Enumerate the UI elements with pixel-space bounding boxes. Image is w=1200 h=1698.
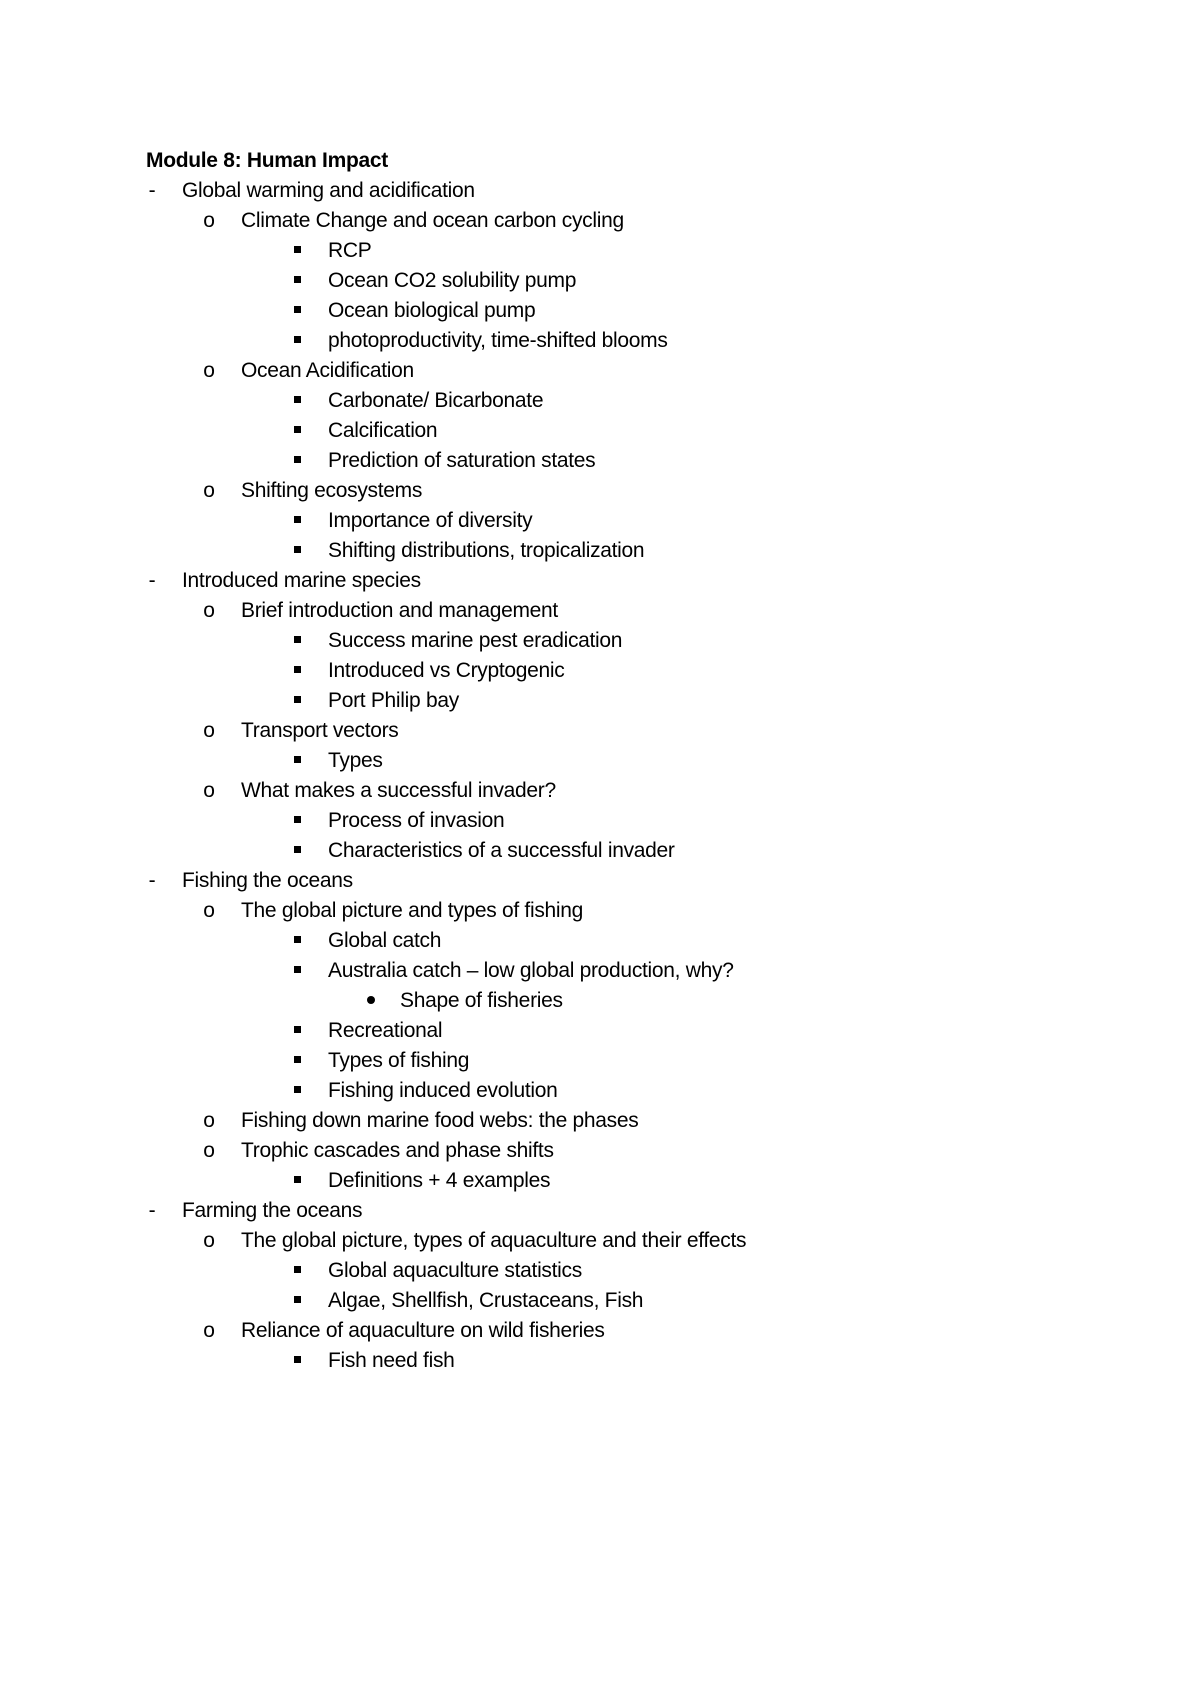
subtopic-item [0, 746, 1200, 776]
outline-item-label: Ocean CO2 solubility pump [328, 269, 577, 292]
circle-bullet-icon: o [203, 1109, 215, 1132]
subtopic-item [0, 386, 1200, 416]
square-bullet-icon [290, 296, 304, 326]
subtopic-item [0, 266, 1200, 296]
topic-item [0, 896, 1200, 926]
page-title: Module 8: Human Impact [146, 149, 388, 172]
square-bullet-icon [290, 746, 304, 776]
section-heading [0, 176, 1200, 206]
outline-item-label: Types of fishing [328, 1049, 470, 1072]
outline-item-label: Process of invasion [328, 809, 505, 832]
outline-item-label: RCP [328, 239, 372, 262]
outline-item-label: Definitions + 4 examples [328, 1169, 551, 1192]
outline-item-label: Carbonate/ Bicarbonate [328, 389, 544, 412]
subtopic-item [0, 326, 1200, 356]
subtopic-item [0, 416, 1200, 446]
subtopic-item [0, 1256, 1200, 1286]
circle-bullet-icon: o [203, 1139, 215, 1162]
square-bullet-icon [290, 1046, 304, 1076]
circle-bullet-icon: o [203, 479, 215, 502]
subtopic-item [0, 686, 1200, 716]
outline-item-label: Prediction of saturation states [328, 449, 596, 472]
outline-item-label: Shifting ecosystems [241, 479, 423, 502]
outline-item-label: Global warming and acidification [182, 179, 475, 202]
topic-item [0, 596, 1200, 626]
outline-item-label: Shape of fisheries [400, 989, 563, 1012]
topic-item [0, 776, 1200, 806]
dash-bullet-icon: - [148, 1199, 156, 1222]
outline-item-label: photoproductivity, time-shifted blooms [328, 329, 668, 352]
subtopic-item [0, 296, 1200, 326]
square-bullet-icon [290, 266, 304, 296]
outline-item-label: Transport vectors [241, 719, 399, 742]
subtopic-item [0, 806, 1200, 836]
outline-item-label: Importance of diversity [328, 509, 533, 532]
square-bullet-icon [290, 806, 304, 836]
outline-item-label: Characteristics of a successful invader [328, 839, 675, 862]
circle-bullet-icon: o [203, 599, 215, 622]
circle-bullet-icon: o [203, 779, 215, 802]
square-bullet-icon [290, 236, 304, 266]
outline-item-label: Fishing down marine food webs: the phases [241, 1109, 639, 1132]
dash-bullet-icon: - [148, 179, 156, 202]
dash-bullet-icon: - [148, 569, 156, 592]
square-bullet-icon [290, 1286, 304, 1316]
circle-bullet-icon: o [203, 209, 215, 232]
section-heading [0, 566, 1200, 596]
outline-item-label: Algae, Shellfish, Crustaceans, Fish [328, 1289, 644, 1312]
square-bullet-icon [290, 1016, 304, 1046]
subtopic-item [0, 956, 1200, 986]
subtopic-item [0, 536, 1200, 566]
circle-bullet-icon: o [203, 899, 215, 922]
square-bullet-icon [290, 326, 304, 356]
outline-item-label: Fishing induced evolution [328, 1079, 558, 1102]
circle-bullet-icon: o [203, 719, 215, 742]
square-bullet-icon [290, 836, 304, 866]
subtopic-item [0, 836, 1200, 866]
topic-item [0, 1316, 1200, 1346]
outline-item-label: Ocean biological pump [328, 299, 536, 322]
section-heading [0, 866, 1200, 896]
square-bullet-icon [290, 416, 304, 446]
outline-item-label: Farming the oceans [182, 1199, 363, 1222]
topic-item [0, 356, 1200, 386]
outline-item-label: Fish need fish [328, 1349, 455, 1372]
outline-item-label: Global catch [328, 929, 442, 952]
square-bullet-icon [290, 1256, 304, 1286]
outline-item-label: Introduced marine species [182, 569, 421, 592]
outline-item-label: Ocean Acidification [241, 359, 414, 382]
square-bullet-icon [290, 626, 304, 656]
outline-item-label: Introduced vs Cryptogenic [328, 659, 565, 682]
outline-item-label: Shifting distributions, tropicalization [328, 539, 645, 562]
square-bullet-icon [290, 656, 304, 686]
topic-item [0, 206, 1200, 236]
subtopic-item [0, 656, 1200, 686]
circle-bullet-icon: o [203, 1229, 215, 1252]
outline-item-label: Trophic cascades and phase shifts [241, 1139, 554, 1162]
outline-item-label: Climate Change and ocean carbon cycling [241, 209, 624, 232]
outline-item-label: The global picture, types of aquaculture and their effects [241, 1229, 747, 1252]
outline-item-label: The global picture and types of fishing [241, 899, 584, 922]
round-bullet-icon [364, 986, 378, 1016]
subtopic-item [0, 1016, 1200, 1046]
outline-item-label: Reliance of aquaculture on wild fisheries [241, 1319, 605, 1342]
circle-bullet-icon: o [203, 359, 215, 382]
circle-bullet-icon: o [203, 1319, 215, 1342]
outline-item-label: Fishing the oceans [182, 869, 353, 892]
outline-item-label: Global aquaculture statistics [328, 1259, 582, 1282]
outline-item-label: Brief introduction and management [241, 599, 558, 622]
outline-item-label: What makes a successful invader? [241, 779, 556, 802]
square-bullet-icon [290, 956, 304, 986]
subtopic-item [0, 446, 1200, 476]
square-bullet-icon [290, 1346, 304, 1376]
square-bullet-icon [290, 926, 304, 956]
topic-item [0, 716, 1200, 746]
square-bullet-icon [290, 536, 304, 566]
subtopic-item [0, 926, 1200, 956]
square-bullet-icon [290, 1166, 304, 1196]
square-bullet-icon [290, 386, 304, 416]
dash-bullet-icon: - [148, 869, 156, 892]
topic-item [0, 476, 1200, 506]
outline-item-label: Types [328, 749, 383, 772]
subtopic-item [0, 506, 1200, 536]
square-bullet-icon [290, 1076, 304, 1106]
outline-item-label: Recreational [328, 1019, 443, 1042]
subtopic-item [0, 236, 1200, 266]
outline-item-label: Calcification [328, 419, 438, 442]
subtopic-item [0, 1346, 1200, 1376]
outline-item-label: Port Philip bay [328, 689, 459, 712]
outline-item-label: Success marine pest eradication [328, 629, 623, 652]
subtopic-item [0, 1076, 1200, 1106]
outline-list [0, 176, 1200, 1376]
subtopic-item [0, 1166, 1200, 1196]
subtopic-item [0, 1286, 1200, 1316]
topic-item [0, 1136, 1200, 1166]
detail-item [0, 986, 1200, 1016]
square-bullet-icon [290, 506, 304, 536]
section-heading [0, 1196, 1200, 1226]
subtopic-item [0, 626, 1200, 656]
topic-item [0, 1226, 1200, 1256]
square-bullet-icon [290, 446, 304, 476]
outline-item-label: Australia catch – low global production, why? [328, 959, 734, 982]
topic-item [0, 1106, 1200, 1136]
subtopic-item [0, 1046, 1200, 1076]
square-bullet-icon [290, 686, 304, 716]
